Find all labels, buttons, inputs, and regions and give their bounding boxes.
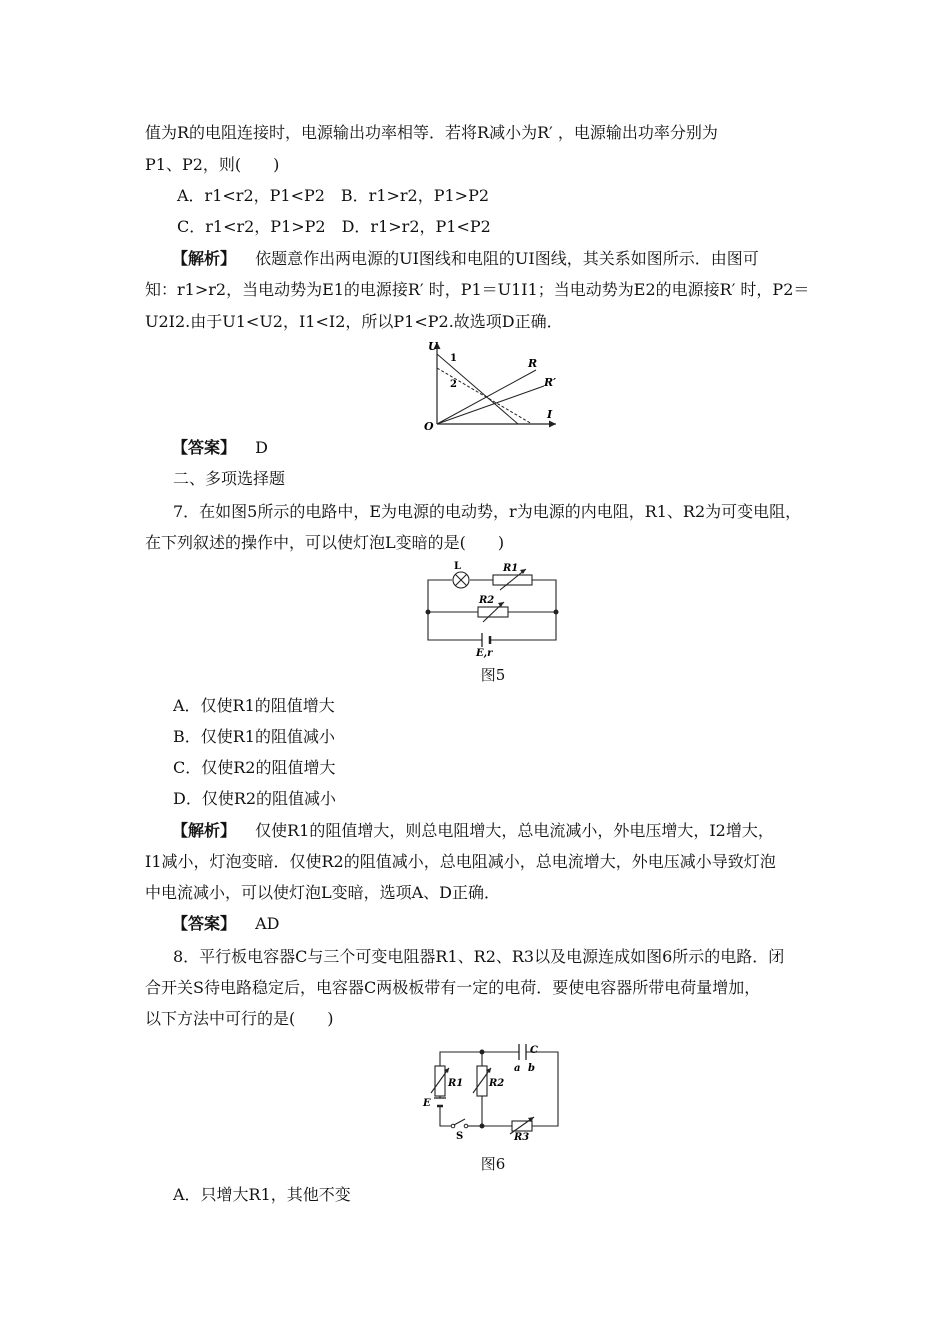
q7-analysis-line3: 中电流减小，可以使灯泡L变暗，选项A、D正确． (145, 883, 501, 902)
section-heading: 二、多项选择题 (173, 469, 286, 488)
q6-options-cd: C．r1<r2，P1>P2 D．r1>r2，P1<P2 (177, 217, 491, 236)
q7-stem-line1: 7．在如图5所示的电路中，E为电源的电动势，r为电源的内电阻，R1、R2为可变电阻， (173, 502, 802, 521)
r1-label: R1 (448, 1078, 464, 1089)
q7-answer-row (172, 914, 852, 934)
u-axis-label: U (428, 340, 438, 353)
r1-label: R1 (503, 563, 519, 574)
q6-answer-tag: 【答案】 (172, 438, 237, 457)
capacitor-symbol (519, 1044, 526, 1060)
source2-line (437, 368, 532, 424)
q6-analysis-line2: 知：r1>r2，当电动势为E1的电源接R′ 时，P1＝U1I1；当电动势为E2的电源接R′ 时，P2＝ (145, 280, 810, 299)
line2-label: 2 (450, 379, 457, 390)
q7-option-a: A．仅使R1的阻值增大 (173, 696, 335, 715)
figure-6-caption: 图6 (480, 1155, 506, 1173)
variable-resistor-r1 (431, 1066, 449, 1096)
q7-answer: AD (255, 914, 280, 933)
q6-analysis-line3: U2I2.由于U1<U2，I1<I2，所以P1<P2.故选项D正确． (145, 312, 563, 331)
q7-option-d: D．仅使R2的阻值减小 (173, 789, 337, 808)
switch-symbol (451, 1119, 468, 1128)
q6-analysis-text1: 依题意作出两电源的UI图线和电阻的UI图线，其关系如图所示．由图可 (255, 249, 759, 268)
q8-stem-line3: 以下方法中可行的是( ) (145, 1009, 334, 1028)
q6-answer-row (172, 438, 852, 458)
origin-label: O (424, 420, 434, 433)
lamp-label: L (454, 561, 462, 572)
circuit-figure-6 (418, 1040, 568, 1140)
q7-analysis-tag: 【解析】 (172, 821, 237, 840)
circuit-figure-5 (420, 560, 565, 658)
q8-stem-line1: 8．平行板电容器C与三个可变电阻器R1、R2、R3以及电源连成如图6所示的电路．闭 (173, 947, 785, 966)
q8-option-a: A．只增大R1，其他不变 (173, 1185, 351, 1204)
ui-graph (420, 338, 570, 433)
line1-label: 1 (450, 353, 457, 364)
resistor-rp-line (437, 386, 544, 424)
r2-label: R2 (479, 595, 495, 606)
q7-analysis-text1: 仅使R1的阻值增大，则总电阻增大，总电流减小，外电压增大，I2增大， (255, 821, 774, 840)
q6-options-ab: A．r1<r2，P1<P2 B．r1>r2，P1>P2 (177, 186, 490, 205)
rp-label: R′ (544, 376, 557, 389)
q6-answer: D (255, 438, 268, 457)
q6-analysis-row (172, 249, 852, 269)
source-label: E (423, 1098, 431, 1109)
q7-answer-tag: 【答案】 (172, 914, 237, 933)
q6-stem-line2: P1、P2，则( ) (145, 155, 280, 174)
q7-analysis-line2: I1减小，灯泡变暗．仅使R2的阻值减小，总电阻减小，总电流增大，外电压减小导致灯泡 (145, 852, 776, 871)
switch-label: S (456, 1131, 464, 1140)
q8-stem-line2: 合开关S待电路稳定后，电容器C两极板带有一定的电荷．要使电容器所带电荷量增加， (145, 978, 761, 997)
q7-stem-line2: 在下列叙述的操作中，可以使灯泡L变暗的是( ) (145, 533, 505, 552)
plate-b-label: b (528, 1063, 535, 1074)
capacitor-label: C (530, 1045, 538, 1056)
battery-symbol (482, 633, 490, 647)
q6-stem-line1: 值为R的电阻连接时，电源输出功率相等．若将R减小为R′ ，电源输出功率分别为 (145, 123, 718, 142)
q7-option-c: C．仅使R2的阻值增大 (173, 758, 336, 777)
source-label: E,r (476, 648, 493, 658)
battery-symbol (434, 1098, 446, 1106)
q7-option-b: B．仅使R1的阻值减小 (173, 727, 335, 746)
r-label: R (528, 357, 538, 370)
q7-analysis-row (172, 821, 852, 841)
r2-label: R2 (489, 1078, 505, 1089)
r3-label: R3 (514, 1132, 530, 1140)
lamp-symbol (453, 572, 469, 588)
plate-a-label: a (514, 1063, 521, 1074)
q6-analysis-tag: 【解析】 (172, 249, 237, 268)
figure-5-caption: 图5 (480, 666, 506, 684)
i-axis-label: I (547, 408, 553, 421)
